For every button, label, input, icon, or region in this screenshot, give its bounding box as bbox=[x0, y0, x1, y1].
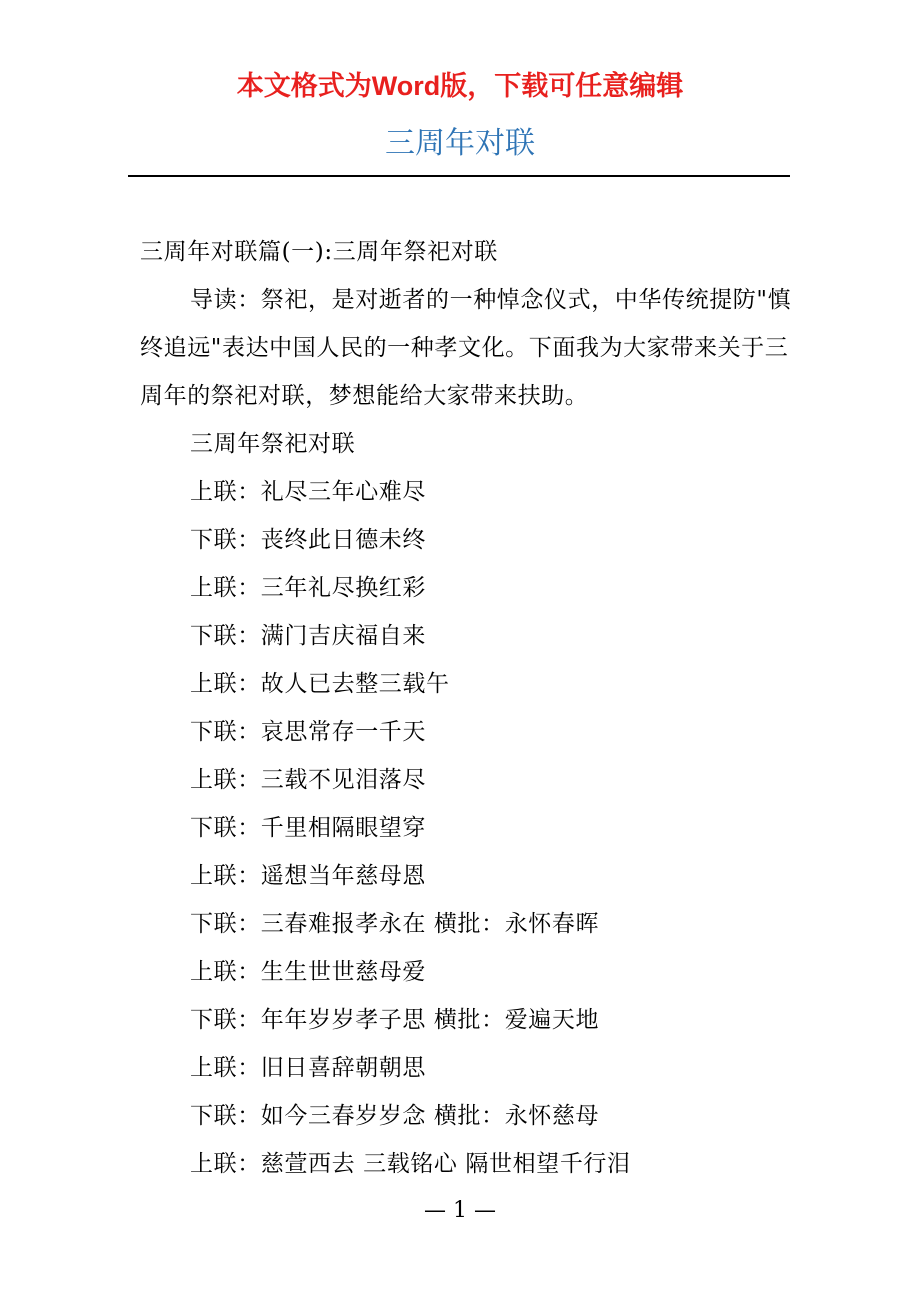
format-banner: 本文格式为Word版，下载可任意编辑 bbox=[236, 71, 684, 101]
couplet-line: 下联：千里相隔眼望穿 bbox=[190, 815, 426, 841]
couplet-line: 上联：遥想当年慈母恩 bbox=[190, 863, 426, 889]
couplet-line: 上联：礼尽三年心难尽 bbox=[190, 479, 426, 505]
couplet-line: 上联：生生世世慈母爱 bbox=[190, 959, 426, 985]
couplet-line: 下联：哀思常存一千天 bbox=[190, 719, 426, 745]
couplet-line: 下联：满门吉庆福自来 bbox=[190, 623, 426, 649]
couplet-line: 上联：旧日喜辞朝朝思 bbox=[190, 1055, 426, 1081]
couplet-line: 上联：三年礼尽换红彩 bbox=[190, 575, 426, 601]
document-title: 三周年对联 bbox=[385, 126, 535, 161]
title-divider bbox=[128, 175, 790, 177]
intro-paragraph: 导读：祭祀，是对逝者的一种悼念仪式，中华传统提防"慎终追远"表达中国人民的一种孝文化。下面我为大家带来关于三周年的祭祀对联，梦想能给大家带来扶助。 bbox=[140, 287, 792, 409]
couplet-line: 下联：三春难报孝永在 横批：永怀春晖 bbox=[190, 911, 600, 937]
section-heading: 三周年对联篇(一):三周年祭祀对联 bbox=[140, 239, 498, 265]
couplet-line: 下联：如今三春岁岁念 横批：永怀慈母 bbox=[190, 1103, 600, 1129]
couplet-line: 下联：年年岁岁孝子思 横批：爱遍天地 bbox=[190, 1007, 600, 1033]
subheading: 三周年祭祀对联 bbox=[190, 431, 356, 457]
document-body bbox=[140, 228, 800, 1188]
couplet-line: 上联：三载不见泪落尽 bbox=[190, 767, 426, 793]
page-number: — 1 — bbox=[424, 1198, 496, 1223]
couplet-line: 下联：丧终此日德未终 bbox=[190, 527, 426, 553]
couplet-line: 上联：慈萱西去 三载铭心 隔世相望千行泪 bbox=[190, 1151, 631, 1177]
couplet-line: 上联：故人已去整三载午 bbox=[190, 671, 450, 697]
